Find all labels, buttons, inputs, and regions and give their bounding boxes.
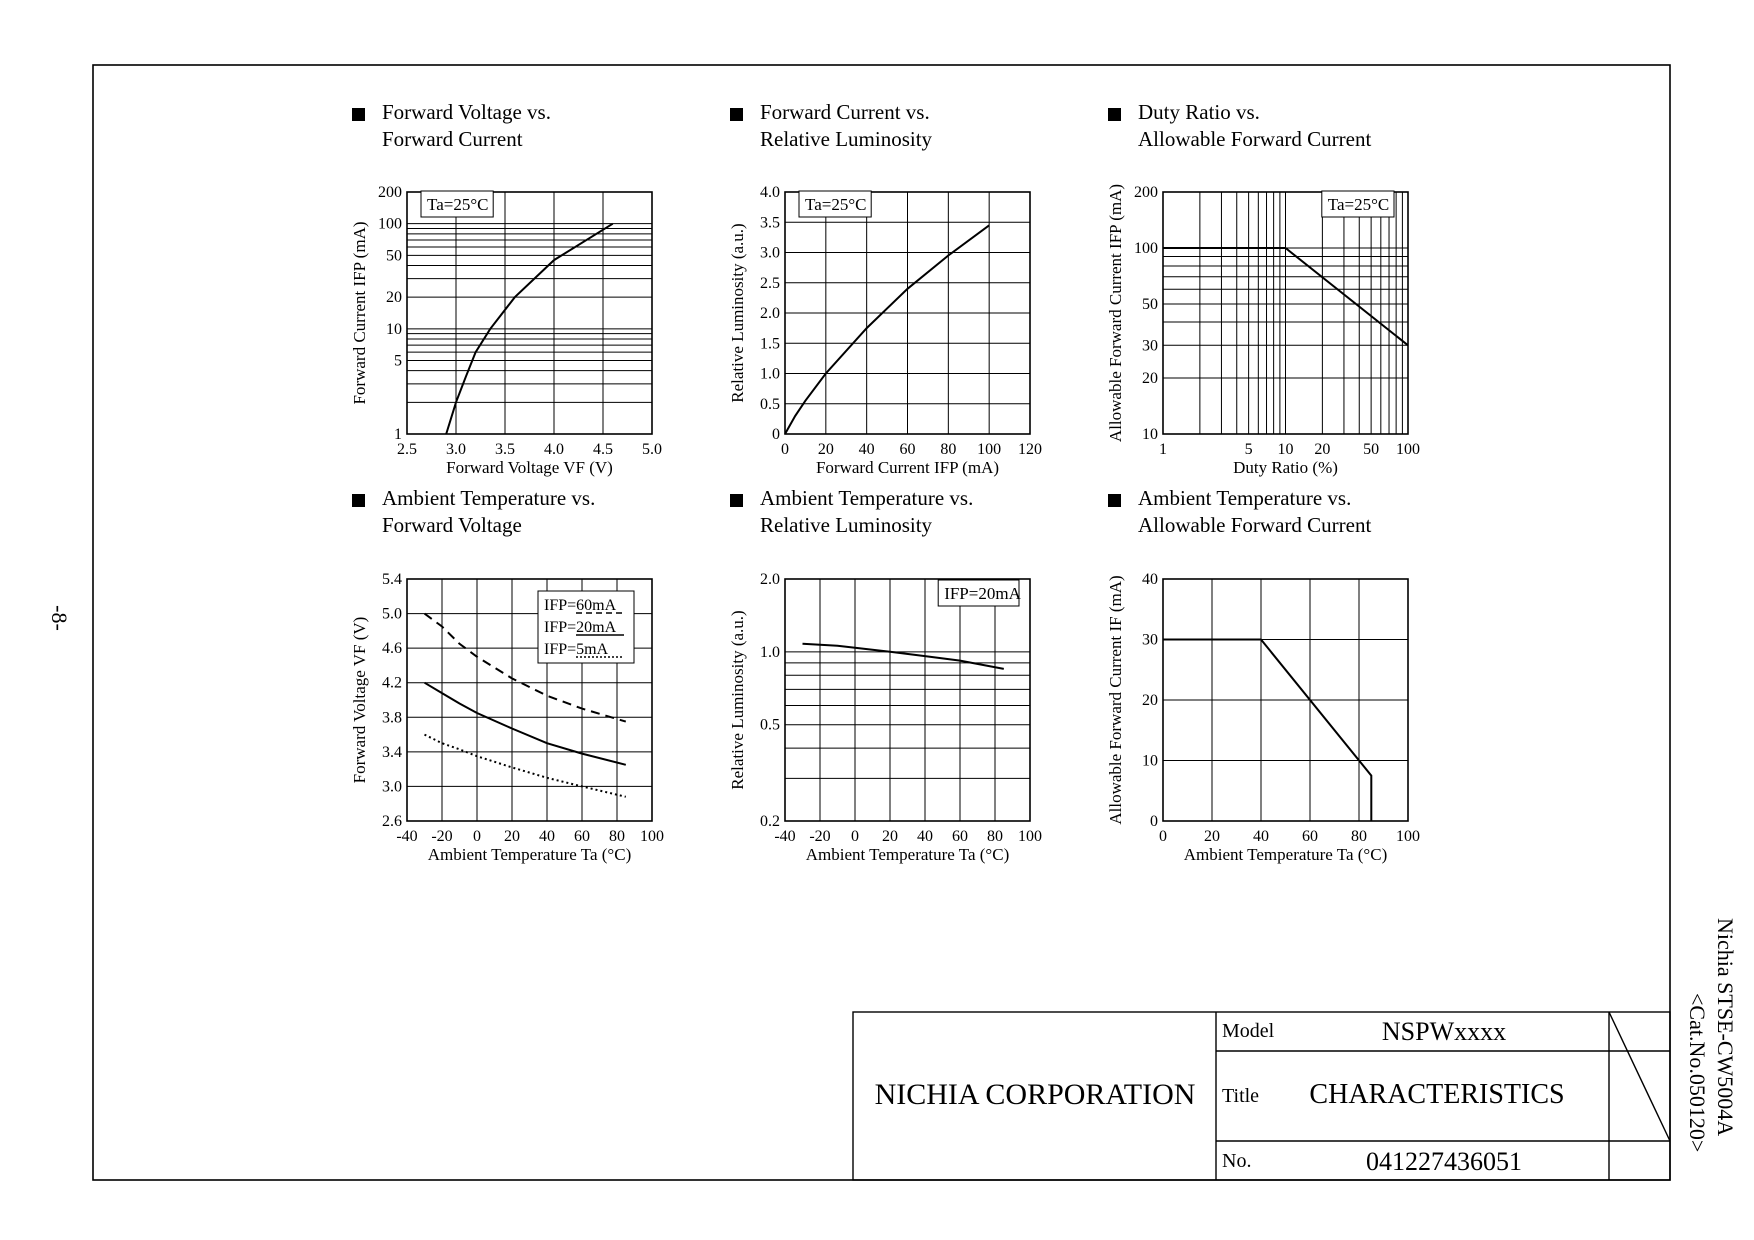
x-axis-label: Forward Voltage VF (V) [446,458,613,477]
series-line [425,735,626,797]
bullet-square-icon [1108,494,1121,507]
y-tick-label: 3.5 [760,214,780,232]
chart-title-line: Duty Ratio vs. [1138,100,1260,124]
chart-title-line: Forward Current vs. [760,100,930,124]
x-tick-label: 100 [1018,828,1042,845]
y-tick-label: 4.2 [382,674,402,692]
chart-5 [728,486,1042,864]
x-tick-label: 80 [609,828,625,845]
y-tick-label: 2.5 [760,274,780,292]
bullet-square-icon [1108,108,1121,121]
y-tick-label: 0.2 [760,813,780,830]
chart-title-line: Ambient Temperature vs. [1138,486,1352,510]
x-tick-label: 20 [817,441,834,458]
x-tick-label: 60 [952,828,968,845]
company-name: NICHIA CORPORATION [874,1078,1196,1111]
x-tick-label: 20 [882,828,898,845]
x-tick-label: 80 [940,441,957,458]
chart-title-line: Ambient Temperature vs. [382,486,596,510]
x-tick-label: 5.0 [642,441,662,458]
x-axis-label: Ambient Temperature Ta (°C) [427,845,632,864]
x-tick-label: 40 [539,828,555,845]
x-tick-label: 20 [504,828,520,845]
y-tick-label: 10 [1142,752,1158,770]
x-tick-label: 4.5 [593,441,613,458]
y-tick-label: 200 [378,184,402,201]
y-tick-label: 20 [1142,692,1158,709]
x-tick-label: 60 [1302,828,1318,845]
page-number: -8- [47,605,72,631]
chart-title-line: Ambient Temperature vs. [760,486,974,510]
y-tick-label: 3.0 [760,244,780,262]
x-tick-label: -40 [774,828,796,845]
y-tick-label: 0.5 [760,716,780,734]
x-tick-label: 100 [1396,828,1420,845]
x-tick-label: 100 [977,441,1002,458]
condition-note: Ta=25°C [805,195,867,214]
x-tick-label: 60 [574,828,590,845]
x-tick-label: 0 [473,828,481,845]
y-tick-label: 0.5 [760,395,780,413]
y-axis-label: Relative Luminosity (a.u.) [728,223,747,403]
chart-title-line: Forward Voltage [382,513,522,537]
chart-title-line: Allowable Forward Current [1138,513,1372,537]
x-tick-label: 80 [1351,828,1367,845]
x-tick-label: -20 [809,828,831,845]
x-tick-label: 20 [1314,441,1331,458]
x-tick-label: 120 [1018,441,1042,458]
y-tick-label: 10 [386,320,402,338]
title-value: CHARACTERISTICS [1309,1079,1565,1110]
y-tick-label: 5.0 [382,605,402,623]
title-block [853,1012,1670,1180]
x-axis-label: Ambient Temperature Ta (°C) [805,845,1010,864]
y-axis-label: Relative Luminosity (a.u.) [728,610,747,790]
chart-title-line: Allowable Forward Current [1138,127,1372,151]
x-tick-label: 0 [781,441,789,458]
y-tick-label: 30 [1142,631,1158,649]
x-tick-label: 4.0 [544,441,564,458]
x-axis-label: Forward Current IFP (mA) [815,458,1000,477]
chart-title-line: Relative Luminosity [760,127,933,151]
x-tick-label: 100 [640,828,664,845]
x-tick-label: 0 [851,828,859,845]
chart-1 [350,100,662,477]
y-tick-label: 2.0 [760,571,780,588]
title-label: Title [1222,1085,1260,1107]
y-axis-label: Allowable Forward Current IF (mA) [1106,575,1125,825]
y-axis-label: Allowable Forward Current IFP (mA) [1106,183,1125,443]
condition-note: Ta=25°C [427,195,489,214]
x-tick-label: 1 [1159,441,1167,458]
side-ref-line1: Nichia STSE-CW5004A [1713,918,1738,1137]
y-tick-label: 50 [1142,295,1158,313]
x-tick-label: 3.5 [495,441,515,458]
x-tick-label: 2.5 [397,441,417,458]
x-tick-label: 80 [987,828,1003,845]
chart-title-line: Relative Luminosity [760,513,933,537]
y-tick-label: 200 [1134,184,1158,201]
y-tick-label: 4.0 [760,184,780,201]
y-tick-label: 4.6 [382,640,402,658]
series-line [785,225,989,434]
y-axis-label: Forward Current IFP (mA) [350,221,369,405]
x-axis-label: Ambient Temperature Ta (°C) [1183,845,1388,864]
y-tick-label: 30 [1142,337,1158,355]
bullet-square-icon [352,494,365,507]
x-tick-label: 40 [917,828,933,845]
y-tick-label: 40 [1142,571,1158,588]
legend-label: IFP=60mA [544,597,617,614]
no-value: 041227436051 [1366,1147,1522,1176]
y-tick-label: 0 [1150,813,1158,830]
y-tick-label: 5.4 [382,571,402,588]
y-tick-label: 2.0 [760,305,780,322]
y-tick-label: 1.0 [760,643,780,661]
y-tick-label: 2.6 [382,813,402,830]
series-line [1163,640,1371,822]
y-axis-label: Forward Voltage VF (V) [350,616,369,784]
bullet-square-icon [730,108,743,121]
no-label: No. [1222,1150,1252,1172]
x-tick-label: 40 [1253,828,1269,845]
chart-3 [1106,100,1420,477]
x-tick-label: 50 [1363,441,1380,458]
x-tick-label: 20 [1204,828,1220,845]
y-tick-label: 3.8 [382,709,402,727]
plot-frame [785,579,1030,821]
x-tick-label: 60 [899,441,916,458]
y-tick-label: 3.4 [382,743,402,761]
y-tick-label: 20 [1142,370,1158,388]
y-tick-label: 100 [1134,239,1158,257]
x-tick-label: 10 [1277,441,1294,458]
y-tick-label: 3.0 [382,778,402,796]
series-line [803,644,1004,669]
y-tick-label: 5 [394,352,402,370]
x-tick-label: 5 [1244,441,1253,458]
condition-note: Ta=25°C [1327,195,1390,214]
x-axis-label: Duty Ratio (%) [1233,458,1338,477]
side-ref-line2: <Cat.No.050120> [1685,993,1710,1153]
condition-note: IFP=20mA [944,584,1021,603]
bullet-square-icon [730,494,743,507]
chart-6 [1106,486,1420,864]
y-tick-label: 1.0 [760,365,780,383]
chart-title-line: Forward Voltage vs. [382,100,551,124]
y-tick-label: 1 [394,426,402,443]
model-label: Model [1222,1020,1275,1042]
x-tick-label: -20 [431,828,453,845]
y-tick-label: 10 [1142,426,1158,443]
y-tick-label: 50 [386,247,402,265]
chart-title-line: Forward Current [382,127,523,151]
title-block-diagonal [1609,1012,1670,1141]
x-tick-label: 0 [1159,828,1167,845]
x-tick-label: 100 [1396,441,1420,458]
x-tick-label: 40 [858,441,875,458]
series-line [425,683,626,765]
charts-area [350,100,1420,864]
page-frame [93,65,1670,1180]
legend-label: IFP=5mA [544,641,609,658]
y-tick-label: 0 [772,426,780,443]
legend-label: IFP=20mA [544,619,617,636]
chart-4 [350,486,664,864]
y-tick-label: 20 [386,289,402,307]
model-value: NSPWxxxx [1381,1017,1507,1046]
y-tick-label: 1.5 [760,335,780,353]
chart-2 [728,100,1042,477]
bullet-square-icon [352,108,365,121]
x-tick-label: 3.0 [446,441,466,458]
y-tick-label: 100 [378,215,402,233]
x-tick-label: -40 [396,828,418,845]
